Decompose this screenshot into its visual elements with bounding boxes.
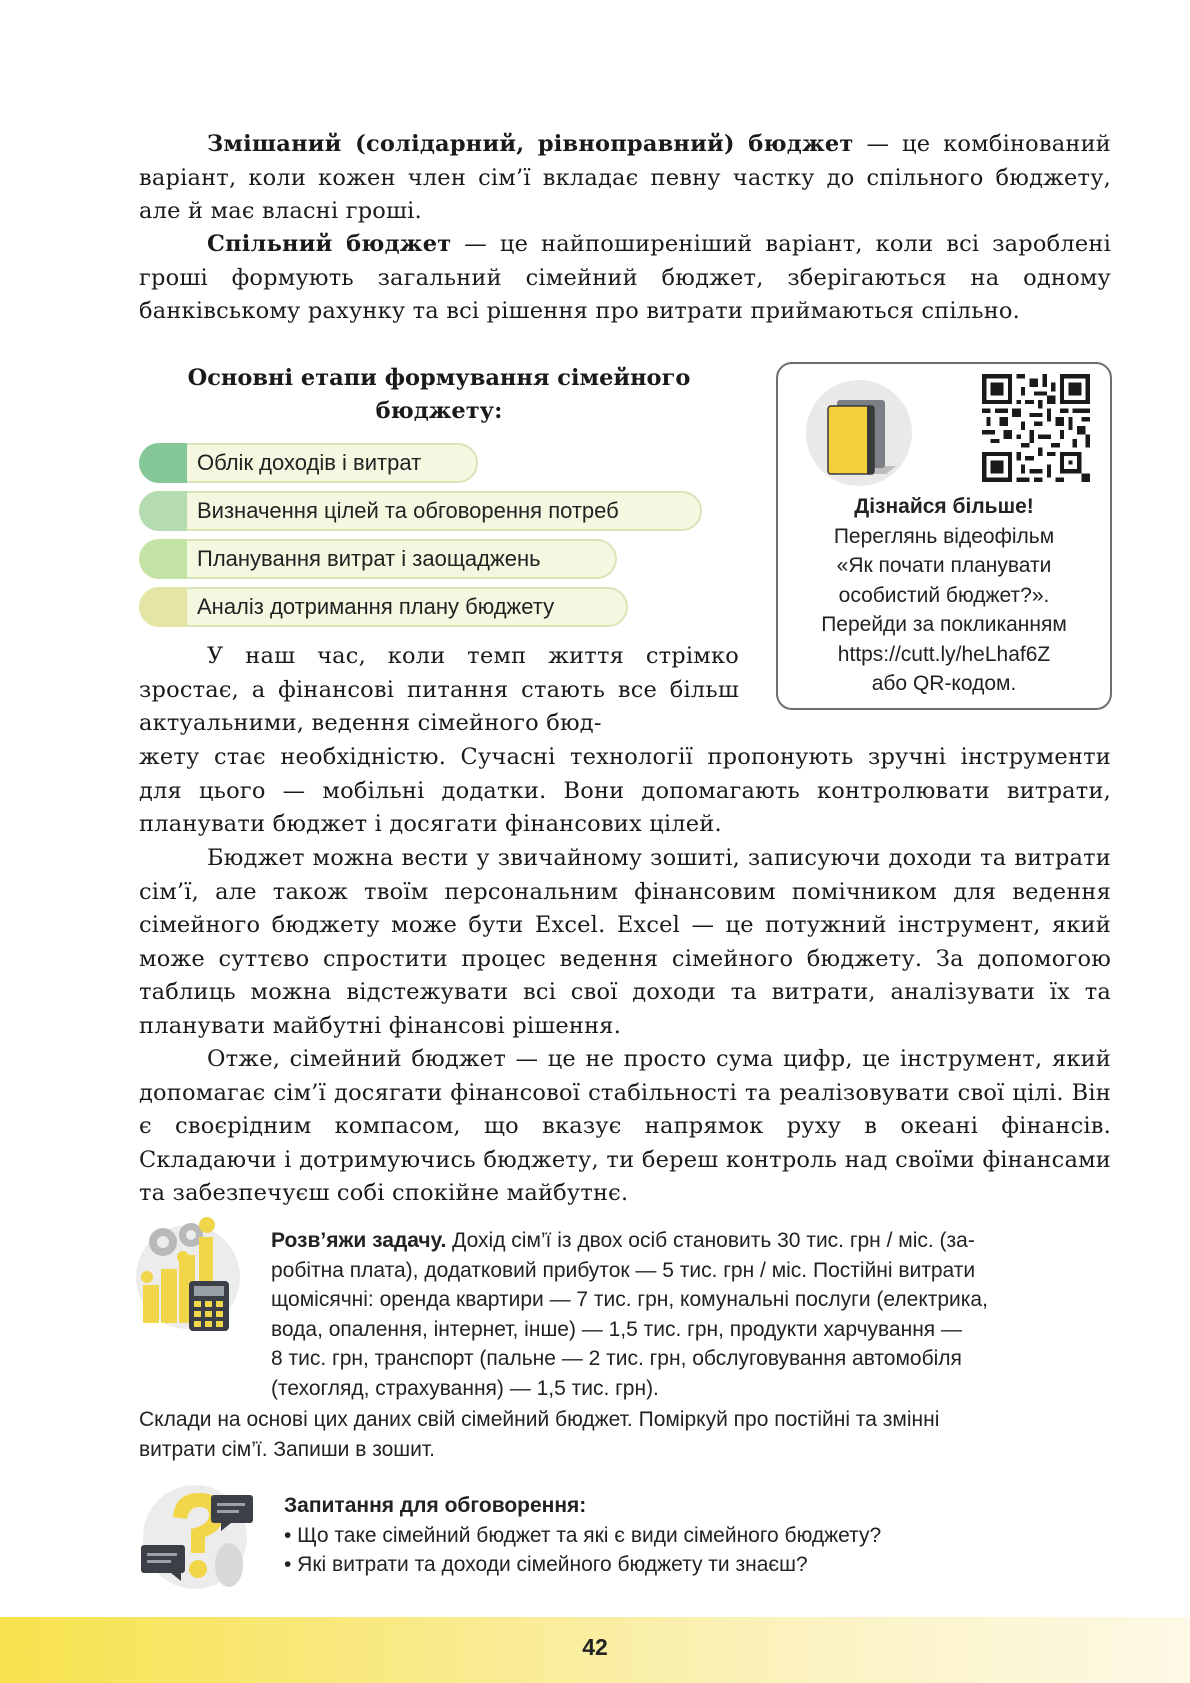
paragraph-excel: [139, 842, 1111, 1043]
learn-more-text: [778, 492, 1110, 699]
paragraph-text: жету стає необхідністю. Сучасні технології пропонують зручні інструменти для цього — мобільні додатки. Вони допомагають контролювати витрати, планувати бюджет і досягати фінансових цілей.: [139, 744, 1111, 837]
learn-more-line: «Як почати планувати: [836, 554, 1052, 577]
video-link[interactable]: https://cutt.ly/heLhaf6Z: [837, 642, 1051, 666]
paragraph-text: Отже, сімейний бюджет — це не просто сума цифр, це інструмент, який допомагає сім’ї досягати фінансової стабільності та реалізовувати свої цілі. Він є своєрідним компасом, що вказує напрямок руху в океані фінансів. Складаючи і дотримуючись бюджету, ти береш контроль над своїми фінансами та забезпечуєш собі спокійне майбутнє.: [139, 1046, 1111, 1206]
stage-label: Аналіз дотримання плану бюджету: [197, 594, 555, 619]
task-line: 8 тис. грн, транспорт (пальне — 2 тис. грн, обслуговування автомобіля: [271, 1347, 962, 1370]
task-instructions: [139, 1405, 1111, 1464]
page-number: 42: [582, 1634, 608, 1660]
stage-label: Визначення цілей та обговорення потреб: [197, 498, 619, 523]
definition-joint-budget: — це найпоширеніший варіант, коли всі зароблені гроші формують загальний сімейний бюджет, зберігаються на одному банківському рахунку та всі рішення про витрати приймаються спільно.: [139, 231, 1111, 324]
qr-code-icon[interactable]: [982, 374, 1090, 482]
question-chat-icon: [135, 1475, 255, 1595]
learn-more-line: або QR-кодом.: [871, 672, 1017, 695]
paragraph-text: У наш час, коли темп життя стрімко зростає, а фінансові питання стають все більш актуальними, ведення сімейного бюд-: [139, 643, 739, 736]
task-line: Склади на основі цих даних свій сімейний бюджет. Поміркуй про постійні та змінні: [139, 1408, 940, 1431]
stage-cap: [139, 491, 187, 531]
paragraph-conclusion: [139, 1043, 1111, 1211]
paragraph-modern-times-start: [139, 640, 739, 741]
stage-cap: [139, 443, 187, 483]
question-item: • Які витрати та доходи сімейного бюджету ти знаєш?: [284, 1553, 808, 1576]
paragraph-modern-times-rest: [139, 741, 1111, 842]
stage-item: [139, 491, 702, 531]
learn-more-heading: Дізнайся більше!: [854, 495, 1034, 518]
task-line: робітна плата), додатковий прибуток — 5 тис. грн / міс. Постійні витрати: [271, 1258, 976, 1282]
stage-cap: [139, 539, 187, 579]
discussion-questions: [284, 1491, 1104, 1580]
task-block: [271, 1226, 1111, 1403]
learn-more-line: Перейди за покликанням: [821, 613, 1067, 636]
question-item: • Що таке сімейний бюджет та які є види сімейного бюджету?: [284, 1523, 882, 1547]
stage-item: [139, 539, 617, 579]
learn-more-line: Переглянь відеофільм: [833, 524, 1055, 548]
term-mixed-budget: Змішаний (солідарний, рівноправний) бюджет: [207, 131, 854, 157]
stages-title: Основні етапи формування сімейного бюджету:: [187, 365, 691, 424]
definition-mixed-budget: — це комбінований варіант, коли кожен член сім’ї вкладає певну частку до спільного бюджету, але й має власні гроші.: [139, 131, 1112, 224]
task-text: Дохід сім’ї із двох осіб становить 30 тис. грн / міс. (за-: [446, 1229, 975, 1252]
stage-label: Планування витрат і заощаджень: [197, 546, 541, 571]
stage-label: Облік доходів і витрат: [197, 450, 422, 475]
learn-more-line: особистий бюджет?».: [838, 583, 1050, 607]
stage-cap: [139, 587, 187, 627]
term-joint-budget: Спільний бюджет: [207, 231, 452, 257]
calculator-coins-icon: [133, 1207, 243, 1337]
stage-item: [139, 587, 628, 627]
task-label: Розв’яжи задачу.: [271, 1229, 447, 1252]
task-line: вода, опалення, інтернет, інше) — 1,5 тис. грн, продукти харчування —: [271, 1317, 963, 1341]
task-line: щомісячні: оренда квартири — 7 тис. грн, комунальні послуги (електрика,: [271, 1288, 988, 1311]
task-line: [271, 1226, 1111, 1256]
stage-item: [139, 443, 478, 483]
paragraph-text: Бюджет можна вести у звичайному зошиті, записуючи доходи та витрати сім’ї, але також твоїм персональним фінансовим помічником для ведення сімейного бюджету може бути Excel. Excel — це потужний інструмент, який може суттєво спростити процес ведення сімейного бюджету. За допомогою таблиць можна відстежувати всі свої доходи та витрати, аналізувати їх та планувати майбутні фінансові рішення.: [139, 845, 1111, 1039]
questions-title: Запитання для обговорення:: [284, 1494, 587, 1517]
paragraph-joint-budget: [139, 228, 1111, 329]
paragraph-mixed-budget: [139, 128, 1111, 229]
task-line: витрати сім’ї. Запиши в зошит.: [139, 1437, 435, 1461]
folder-icon: [804, 378, 914, 488]
task-line: (техогляд, страхування) — 1,5 тис. грн).: [271, 1376, 659, 1400]
learn-more-box: [776, 362, 1112, 710]
